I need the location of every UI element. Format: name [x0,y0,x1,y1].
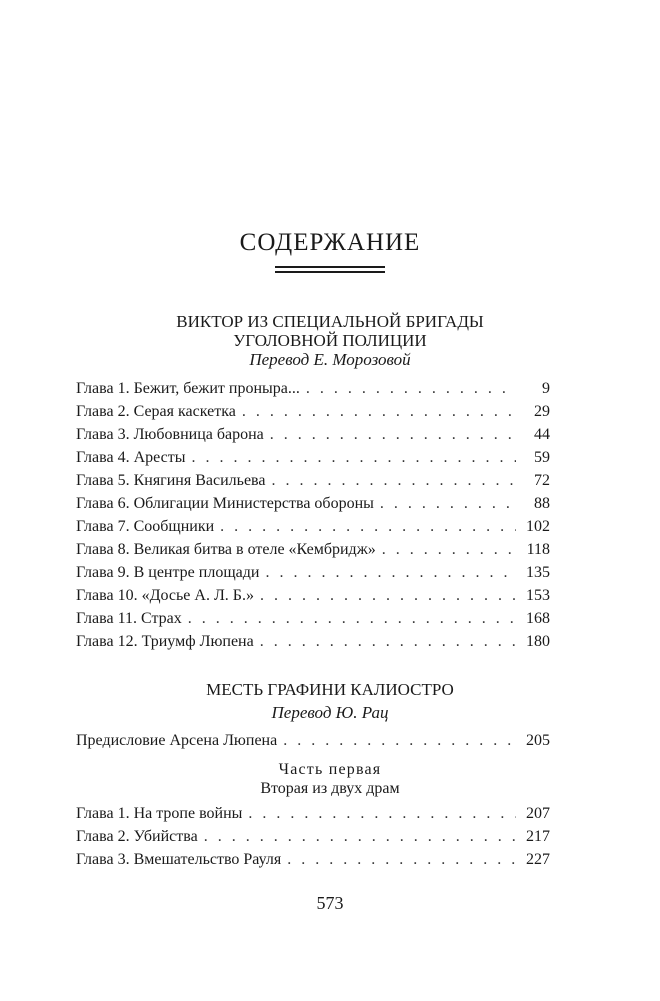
toc-entry-title: Глава 9. В центре площади [76,564,260,581]
toc-entry[interactable] [76,449,550,471]
toc-entry-title: Глава 7. Сообщники [76,518,215,535]
section1-title-line2: УГОЛОВНОЙ ПОЛИЦИИ [233,331,427,350]
section2-translator: Перевод Ю. Рац [271,703,389,722]
toc-entry-title: Предисловие Арсена Люпена [76,732,278,749]
dot-leader [260,633,516,651]
toc-entry-page: 59 [534,449,550,466]
toc-entry-title: Глава 12. Триумф Люпена [76,633,254,650]
page-number: 573 [316,893,344,913]
toc-entry-title: Глава 10. «Досье А. Л. Б.» [76,587,254,604]
toc-entry-page: 72 [534,472,550,489]
toc-entry[interactable] [76,564,550,586]
toc-entry-title: Глава 11. Страх [76,610,182,627]
dot-leader [265,564,516,582]
dot-leader [188,610,516,628]
toc-entry-page: 168 [526,610,550,627]
toc-entry-page: 153 [526,587,550,604]
toc-entry[interactable] [76,633,550,655]
dot-leader [220,518,516,536]
toc-entry[interactable] [76,828,550,850]
section1-translator: Перевод Е. Морозовой [249,350,411,369]
dot-leader [248,805,516,823]
section1-title-line1: ВИКТОР ИЗ СПЕЦИАЛЬНОЙ БРИГАДЫ [176,312,484,331]
toc-entry-page: 102 [526,518,550,535]
toc-entry[interactable] [76,472,550,494]
toc-entry-title: Глава 2. Убийства [76,828,198,845]
dot-leader [191,449,516,467]
toc-entry-page: 227 [526,851,550,868]
toc-entry-page: 135 [526,564,550,581]
toc-entry[interactable] [76,851,550,873]
part-subtitle: Вторая из двух драм [260,780,400,797]
toc-entry[interactable] [76,610,550,632]
toc-entry-title: Глава 5. Княгиня Васильева [76,472,266,489]
toc-entry[interactable] [76,426,550,448]
heading-rule-top [275,266,385,268]
dot-leader [382,541,516,559]
dot-leader [380,495,516,513]
toc-entry-title: Глава 6. Облигации Министерства обороны [76,495,374,512]
toc-entry-page: 9 [542,380,550,397]
toc-entry[interactable] [76,805,550,827]
toc-entry-title: Глава 3. Любовница барона [76,426,264,443]
part-label: Часть первая [278,761,382,778]
dot-leader [283,732,516,750]
section2-title: МЕСТЬ ГРАФИНИ КАЛИОСТРО [206,680,454,699]
toc-entry[interactable] [76,380,550,402]
toc-entry-title: Глава 3. Вмешательство Рауля [76,851,282,868]
dot-leader [260,587,516,605]
toc-entry-page: 205 [526,732,550,749]
dot-leader [270,426,516,444]
toc-entry-page: 180 [526,633,550,650]
toc-entry-page: 207 [526,805,550,822]
toc-entry-page: 217 [526,828,550,845]
toc-entry-page: 29 [534,403,550,420]
dot-leader [242,403,516,421]
toc-entry[interactable] [76,403,550,425]
heading-rule-bottom [275,271,385,273]
toc-entry-title: Глава 8. Великая битва в отеле «Кембридж» [76,541,376,558]
toc-entry[interactable] [76,495,550,517]
toc-entry-page: 44 [534,426,550,443]
contents-heading: СОДЕРЖАНИЕ [239,229,421,256]
dot-leader [271,472,516,490]
toc-entry[interactable] [76,587,550,609]
toc-entry-title: Глава 1. На тропе войны [76,805,243,822]
toc-entry-preface[interactable] [76,732,550,754]
toc-entry[interactable] [76,518,550,540]
toc-entry-title: Глава 2. Серая каскетка [76,403,236,420]
toc-entry-title: Глава 4. Аресты [76,449,186,466]
toc-entry-page: 88 [534,495,550,512]
toc-entry-title: Глава 1. Бежит, бежит проныра... [76,380,300,397]
dot-leader [287,851,516,869]
toc-entry-page: 118 [526,541,550,558]
dot-leader [306,380,516,398]
toc-entry[interactable] [76,541,550,563]
dot-leader [204,828,516,846]
